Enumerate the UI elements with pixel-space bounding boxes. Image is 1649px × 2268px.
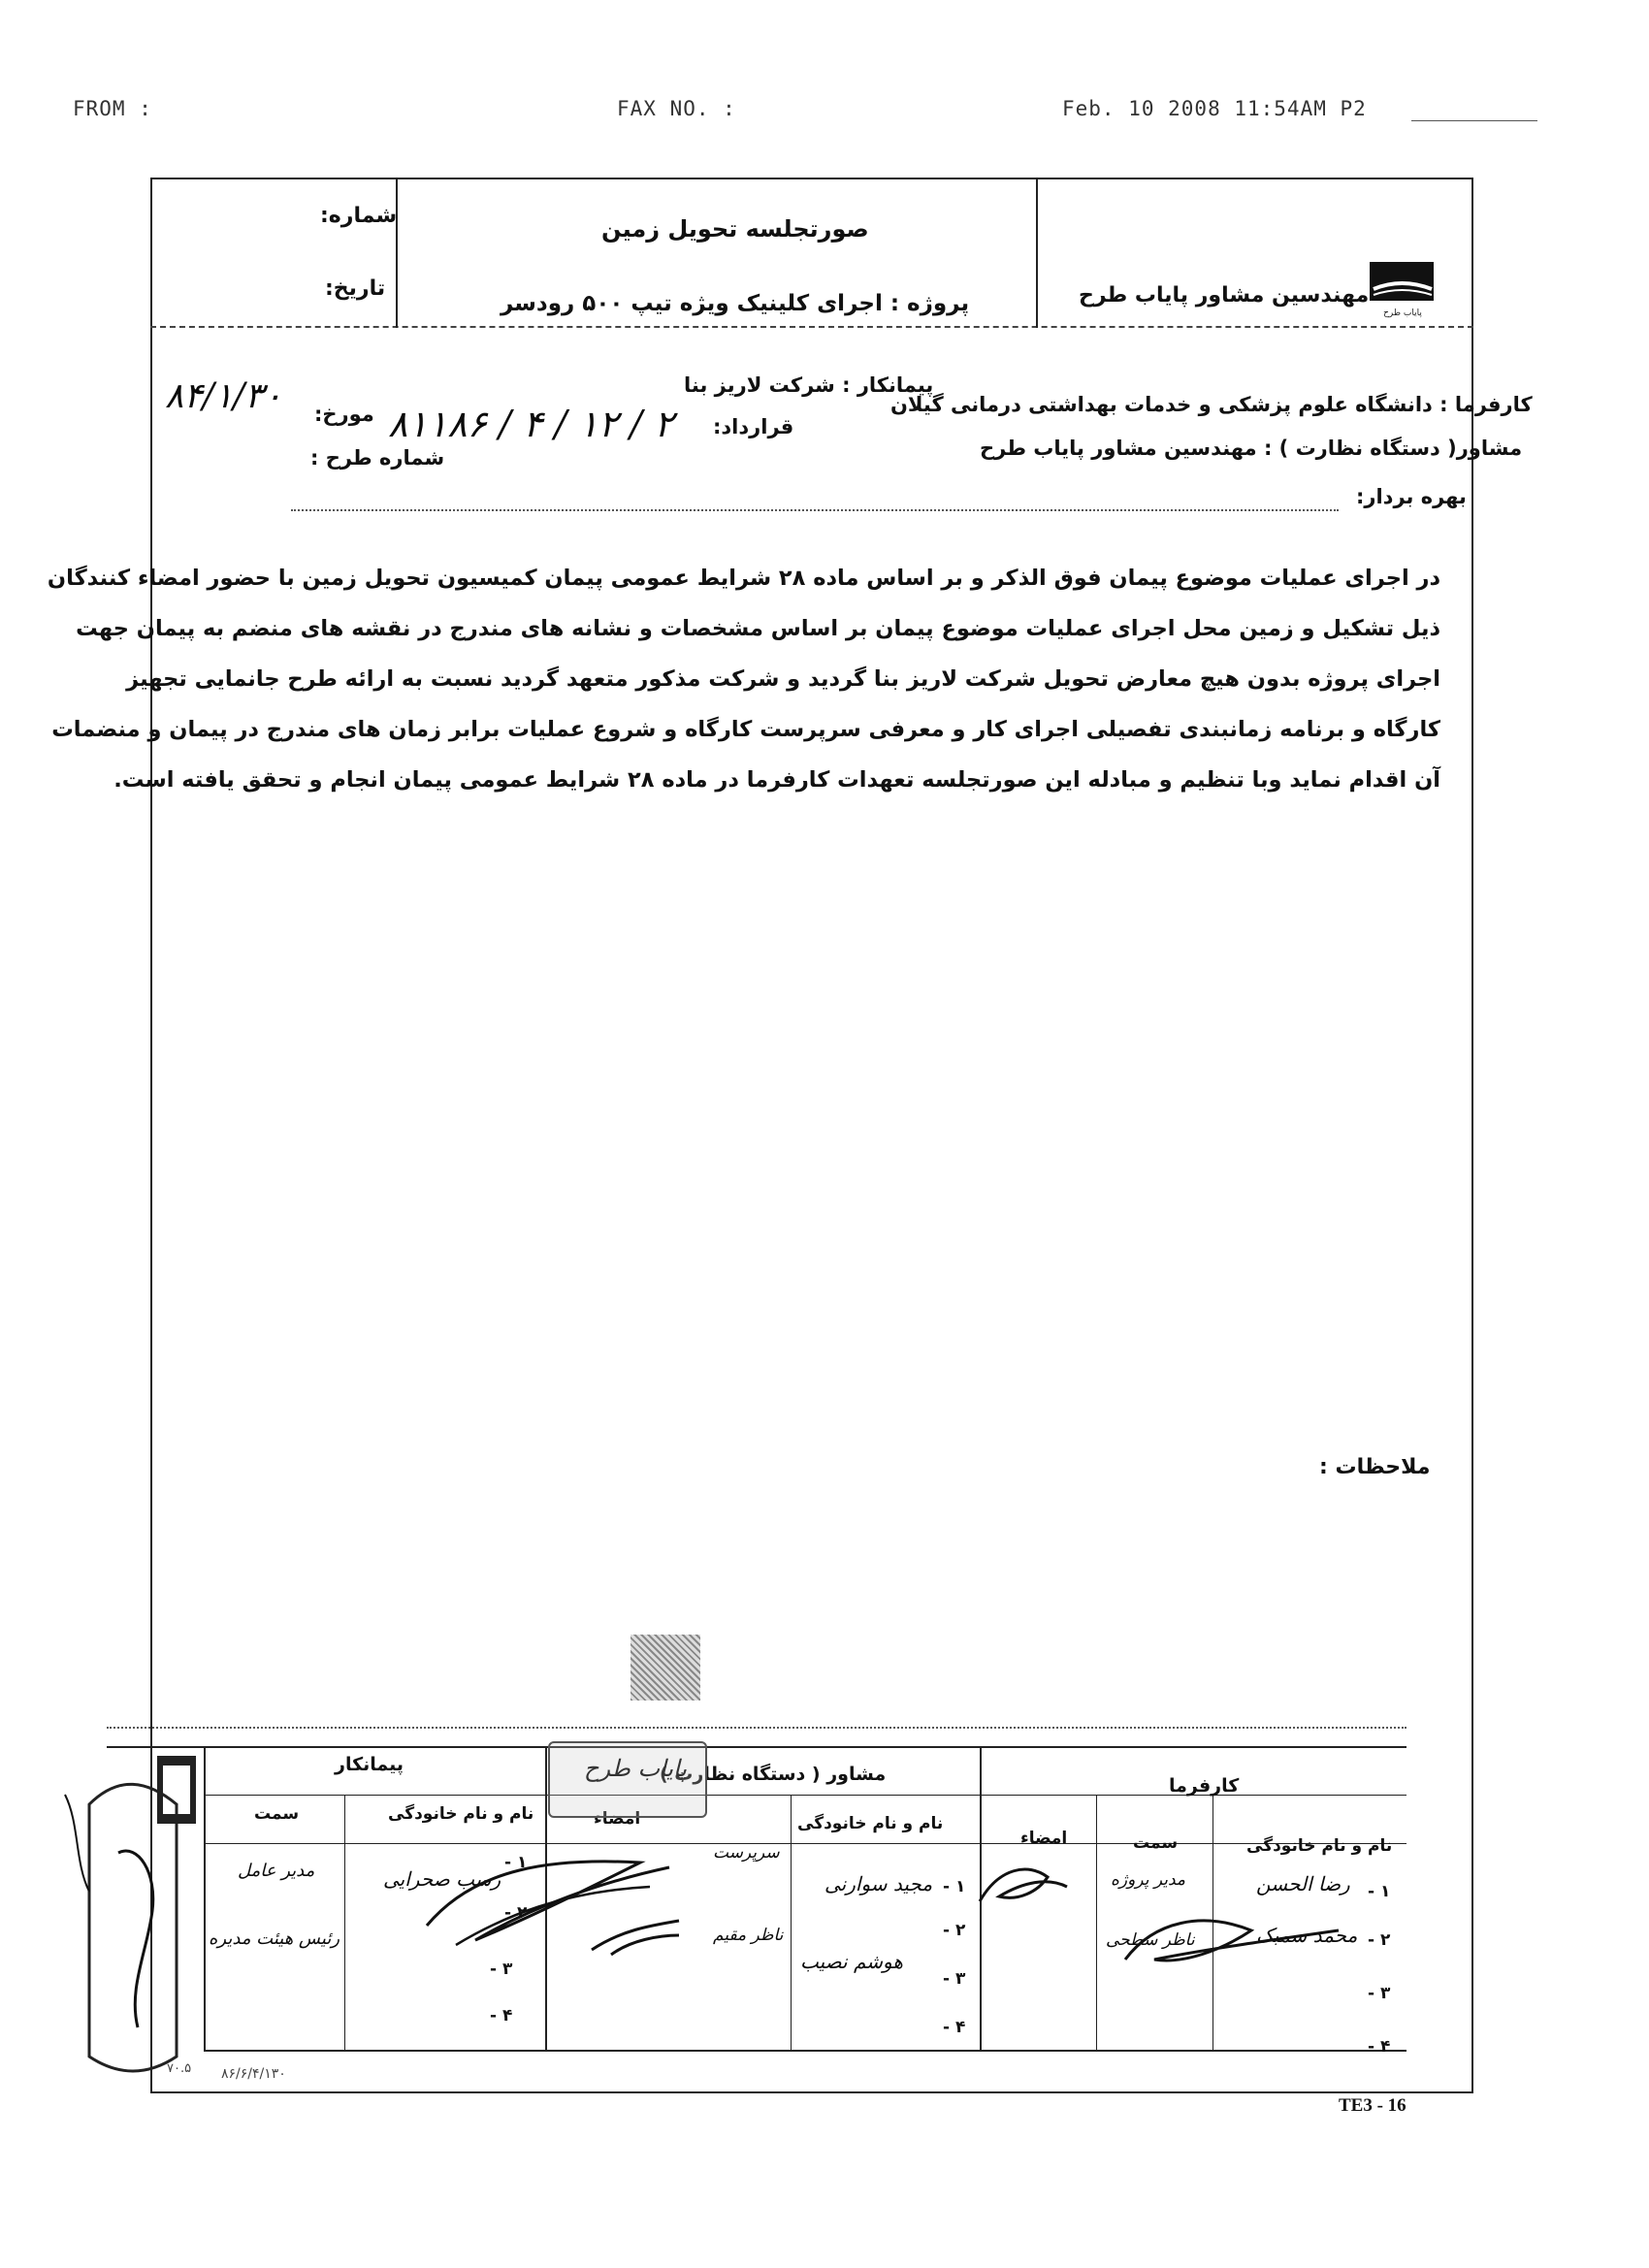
- contractor-title: پیمانکار: [335, 1754, 404, 1775]
- consultant-name-2: هوشم نصیب: [800, 1950, 903, 1973]
- employer-position-2: ناظر سطحی: [1106, 1930, 1195, 1950]
- employer-line: کارفرما : دانشگاه علوم پزشکی و خدمات بهداشتی درمانی گیلان: [890, 393, 1533, 416]
- consultant-row-number: ۲ -: [943, 1921, 966, 1940]
- company-logo-icon: [1368, 260, 1439, 320]
- fax-number: FAX NO. :: [617, 97, 736, 120]
- employer-row-number: ۴ -: [1368, 2037, 1391, 2057]
- employer-name-header: نام و نام خانودگی: [1246, 1836, 1393, 1856]
- employer-row-number: ۱ -: [1368, 1882, 1391, 1901]
- contract-number-handwritten: ۸۱۱۸۶ / ۴ / ۱۲ / ۲: [388, 403, 674, 445]
- stamp-date: ۸۶/۶/۴/۱۳۰: [221, 2066, 286, 2082]
- employer-row-number: ۲ -: [1368, 1930, 1391, 1950]
- contractor-line: پیمانکار : شرکت لاریز بنا: [684, 373, 934, 397]
- consultant-title: مشاور ( دستگاه نظارت ): [660, 1764, 887, 1785]
- body-line: اجرای پروژه بدون هیچ معارض تحویل شرکت لاریز بنا گردید و شرکت مذکور متعهد گردید نسبت به ارائه طرح جانمایی تجهیز: [126, 666, 1440, 692]
- table-top-dots: [107, 1727, 1406, 1729]
- number-label: شماره:: [320, 204, 398, 228]
- consultant-row-number: ۴ -: [943, 2018, 966, 2037]
- remarks-label: ملاحظات :: [1319, 1455, 1431, 1479]
- svg-text:پایاب طرح: پایاب طرح: [1383, 308, 1422, 318]
- contractor-position-1: مدیر عامل: [238, 1861, 315, 1881]
- employer-title: کارفرما: [1169, 1775, 1240, 1797]
- consultant-row-number: ۱ -: [943, 1877, 966, 1896]
- consultant-signature-icon: [582, 1901, 689, 1969]
- contractor-row-number: ۴ -: [490, 2006, 513, 2025]
- plan-number-label: شماره طرح :: [310, 446, 445, 470]
- operator-label: بهره بردار:: [1356, 485, 1467, 508]
- fax-from: FROM :: [73, 97, 152, 120]
- contractor-row-number: ۱ -: [504, 1853, 528, 1872]
- contract-label: قرارداد:: [713, 415, 794, 438]
- table-top-line: [107, 1746, 1406, 1748]
- small-code: ۷۰.۵: [167, 2061, 192, 2076]
- date-label: تاریخ:: [325, 276, 386, 301]
- body-line: آن اقدام نماید وبا تنظیم و مبادله این صورتجلسه تعهدات کارفرما در ماده ۲۸ شرایط عمومی پیمان انجام و تحقق یافته است.: [113, 767, 1440, 793]
- consultant-name-header: نام و نام خانودگی: [797, 1814, 944, 1833]
- info-separator: [291, 509, 1339, 511]
- header-divider-left: [396, 178, 398, 328]
- body-line: کارگاه و برنامه زمانبندی تفصیلی اجرای کار و معرفی سرپرست کارگاه و شروع عملیات برابر زمان های مندرج در پیمان و منضمات: [51, 717, 1440, 742]
- dated-handwritten: ۸۴/۱/۳۰: [165, 376, 282, 416]
- consultant-line: مشاور( دستگاه نظارت ) : مهندسین مشاور پایاب طرح: [980, 437, 1523, 460]
- document-title: صورتجلسه تحویل زمین: [601, 215, 869, 243]
- contractor-company-stamp-icon: [60, 1736, 215, 2095]
- fax-date-time: Feb. 10 2008 11:54AM P2: [1062, 97, 1367, 120]
- employer-position-header: سمت: [1133, 1833, 1179, 1853]
- consultant-name-1: مجید سوارنی: [824, 1872, 933, 1895]
- consultant-row-number: ۳ -: [943, 1969, 966, 1989]
- employer-name-2: محمد سمبک: [1256, 1924, 1358, 1947]
- contractor-col-divider: [344, 1795, 345, 2052]
- employer-col-divider-1: [1096, 1795, 1097, 2052]
- consultant-position-2: ناظر مقیم: [713, 1926, 784, 1945]
- dated-label: مورخ:: [314, 403, 374, 426]
- fax-page-line: [1411, 120, 1537, 121]
- table-subheader-line: [204, 1843, 1406, 1844]
- contractor-row-number: ۲ -: [504, 1903, 528, 1923]
- employer-row-number: ۳ -: [1368, 1984, 1391, 2003]
- contractor-position-header: سمت: [254, 1804, 300, 1824]
- consultant-stamp: [548, 1741, 707, 1818]
- company-name: مهندسین مشاور پایاب طرح: [1079, 283, 1370, 308]
- employer-signature-header: امضاء: [1020, 1829, 1068, 1848]
- body-line: در اجرای عملیات موضوع پیمان فوق الذکر و بر اساس ماده ۲۸ شرایط عمومی پیمان کمیسیون تحویل زمین با حضور امضاء کنندگان: [47, 566, 1440, 591]
- consultant-col-divider: [791, 1795, 792, 2052]
- header-divider-right: [1036, 178, 1038, 328]
- stamp-mark: [630, 1635, 700, 1701]
- contractor-name-header: نام و نام خانودگی: [388, 1804, 534, 1824]
- body-paragraph: [47, 553, 1440, 805]
- consultant-position-1: سرپرست: [713, 1843, 780, 1863]
- project-title: پروژه : اجرای کلینیک ویژه تیپ ۵۰۰ رودسر: [501, 291, 970, 316]
- consultant-stamp-text: پایاب طرح: [584, 1755, 688, 1782]
- table-bottom-line: [204, 2050, 1406, 2052]
- consultant-signature-header: امضاء: [594, 1809, 641, 1829]
- contractor-name-1: رسب صحرایی: [383, 1867, 501, 1891]
- employer-position-1: مدیر پروژه: [1111, 1870, 1185, 1890]
- employer-signature-2-icon: [1116, 1901, 1348, 1989]
- employer-name-1: رضا الحسن: [1256, 1872, 1350, 1895]
- form-code: TE3 - 16: [1339, 2095, 1406, 2116]
- body-line: ذیل تشکیل و زمین محل اجرای عملیات موضوع پیمان بر اساس مشخصات و نشانه های مندرج در نقشه های منضم به پیمان جهت: [76, 616, 1440, 641]
- contractor-position-2: رئیس هیئت مدیره: [209, 1928, 340, 1949]
- contractor-row-number: ۳ -: [490, 1960, 513, 1979]
- employer-signature-icon: [970, 1848, 1077, 1926]
